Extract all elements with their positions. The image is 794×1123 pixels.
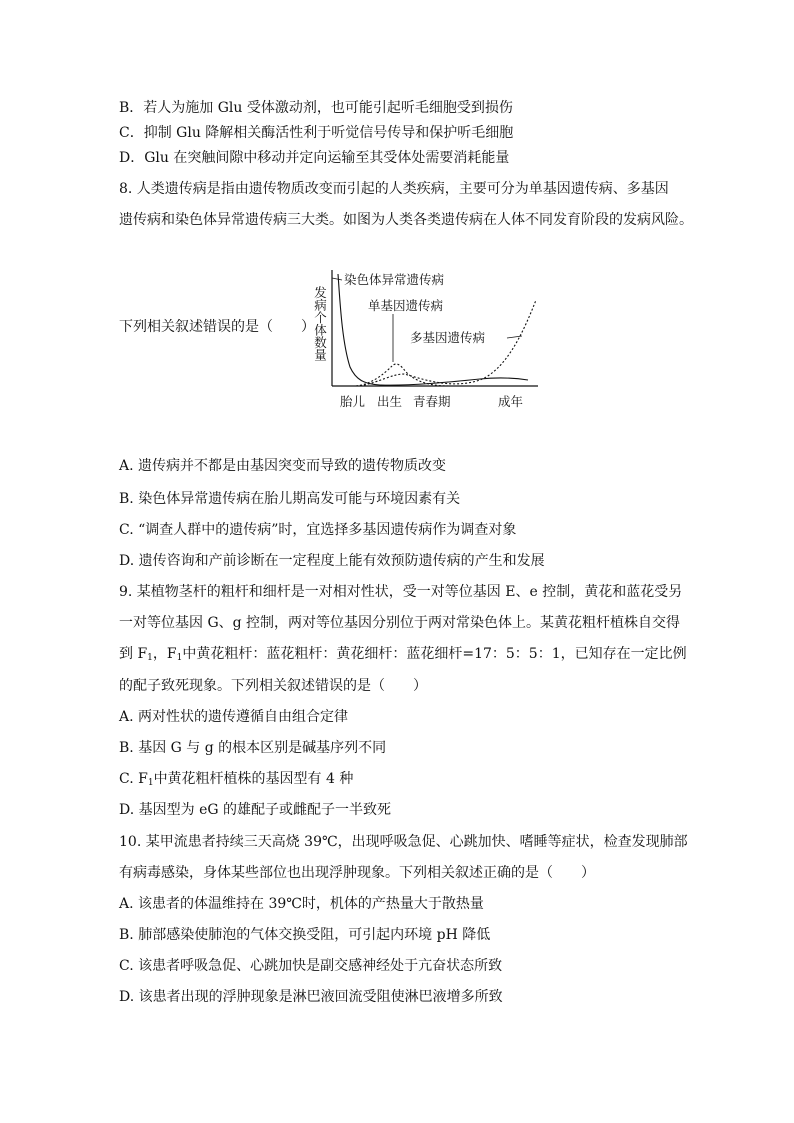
- q9-stem-line-3: [119, 644, 687, 668]
- q8-stem-line-1: 8. 人类遗传病是指由遗传物质改变而引起的人类疾病，主要可分为单基因遗传病、多基因: [119, 181, 669, 197]
- subscript-1: 1: [176, 653, 183, 663]
- q10-stem-line-1: 10. 某甲流患者持续三天高烧 39℃，出现呼吸急促、心跳加快、嗜睡等症状，检查发现肺部: [119, 834, 688, 850]
- q9-stem-line-1: 9. 某植物茎杆的粗杆和细杆是一对相对性状，受一对等位基因 E、e 控制，黄花和蓝花受另: [119, 584, 683, 600]
- q7-option-b: B．若人为施加 Glu 受体激动剂，也可能引起听毛细胞受到损伤: [119, 100, 513, 116]
- series-label-chromosome: 染色体异常遗传病: [344, 272, 445, 287]
- q10-option-a: A. 该患者的体温维持在 39℃时，机体的产热量大于散热量: [119, 896, 484, 912]
- q8-stem-line-3: 下列相关叙述错误的是（ ）: [119, 319, 315, 335]
- polygenic-leader: [507, 336, 522, 338]
- series-label-polygenic: 多基因遗传病: [410, 330, 486, 345]
- q8-option-d: D. 遗传咨询和产前诊断在一定程度上能有效预防遗传病的产生和发展: [119, 553, 545, 569]
- q9-option-c: [119, 769, 353, 793]
- q10-option-d: D. 该患者出现的浮肿现象是淋巴液回流受阻使淋巴液增多所致: [119, 989, 503, 1005]
- chromosome-leader: [332, 278, 342, 280]
- q8-option-c: C. “调查人群中的遗传病”时，宜选择多基因遗传病作为调查对象: [119, 522, 517, 538]
- q7-option-d: D．Glu 在突触间隙中移动并定向运输至其受体处需要消耗能量: [119, 150, 510, 166]
- x-tick-birth: 出生: [377, 394, 403, 409]
- q8-option-a: A. 遗传病并不都是由基因突变而导致的遗传物质改变: [119, 458, 447, 474]
- q9-stem-line-4: 的配子致死现象。下列相关叙述错误的是（ ）: [119, 678, 427, 694]
- q10-option-b: B. 肺部感染使肺泡的气体交换受阻，可引起内环境 pH 降低: [119, 927, 491, 943]
- disease-risk-chart: [300, 262, 540, 412]
- y-axis-label: 发病个体数量: [312, 286, 328, 361]
- q9c-text-part-a: C. F: [119, 771, 148, 787]
- q9-option-d: D. 基因型为 eG 的雄配子或雌配子一半致死: [119, 802, 391, 818]
- q8-option-b: B. 染色体异常遗传病在胎儿期高发可能与环境因素有关: [119, 491, 461, 507]
- subscript-1: 1: [147, 653, 153, 663]
- q9-option-b: B. 基因 G 与 g 的根本区别是碱基序列不同: [119, 740, 387, 756]
- q9c-text-part-b: 中黄花粗杆植株的基因型有 4 种: [153, 771, 354, 787]
- x-tick-puberty: 青春期: [413, 394, 451, 409]
- q10-stem-line-2: 有病毒感染，身体某些部位也出现浮肿现象。下列相关叙述正确的是（ ）: [119, 865, 595, 881]
- x-tick-fetus: 胎儿: [340, 394, 366, 409]
- series-label-single-gene: 单基因遗传病: [368, 298, 444, 313]
- q7-option-c: C．抑制 Glu 降解相关酶活性利于听觉信号传导和保护听毛细胞: [119, 125, 514, 141]
- x-tick-adult: 成年: [498, 394, 524, 409]
- q9-text-part-b: ，F: [152, 646, 177, 662]
- q9-text-part-c: 中黄花粗杆：蓝花粗杆：黄花细杆：蓝花细杆=17：5：5：1，已知存在一定比例: [182, 646, 687, 662]
- q9-option-a: A. 两对性状的遗传遵循自由组合定律: [119, 709, 349, 725]
- q8-stem-line-2: 遗传病和染色体异常遗传病三大类。如图为人类各类遗传病在人体不同发育阶段的发病风险。: [119, 212, 693, 228]
- subscript-1: 1: [147, 778, 154, 788]
- q9-stem-line-2: 一对等位基因 G、g 控制，两对等位基因分别位于两对常染色体上。某黄花粗杆植株自交得: [119, 615, 681, 631]
- q10-option-c: C. 该患者呼吸急促、心跳加快是副交感神经处于亢奋状态所致: [119, 958, 503, 974]
- q9-text-part-a: 到 F: [119, 646, 148, 662]
